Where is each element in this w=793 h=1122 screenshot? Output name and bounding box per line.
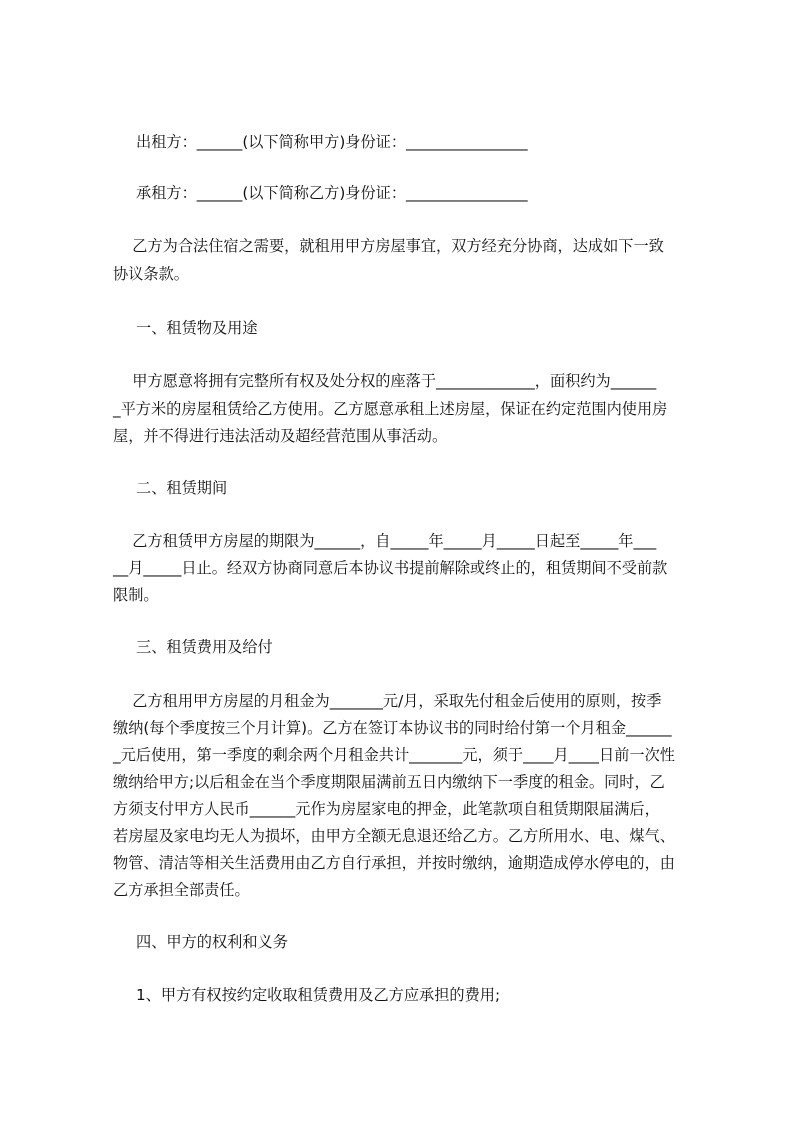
section-3-line-5: 方须支付甲方人民币______元作为房屋家电的押金，此笔款项自租赁期限届满后， — [113, 800, 660, 818]
lessee-line: 承租方：______(以下简称乙方)身份证：________________ — [136, 184, 528, 202]
section-3-line-8: 乙方承担全部责任。 — [113, 881, 250, 899]
section-1-line-2: _平方米的房屋租赁给乙方使用。乙方愿意承租上述房屋，保证在约定范围内使用房 — [113, 400, 668, 418]
intro-line-2: 协议条款。 — [113, 265, 189, 283]
section-2-line-1: 乙方租赁甲方房屋的期限为______，自_____年_____月_____日起至_____年___ — [113, 532, 657, 550]
section-3-title: 三、租赁费用及给付 — [136, 638, 273, 656]
section-3-line-2: 缴纳(每个季度按三个月计算)。乙方在签订本协议书的同时给付第一个月租金______ — [113, 719, 672, 737]
section-4-item-1: 1、甲方有权按约定收取租赁费用及乙方应承担的费用; — [136, 986, 501, 1004]
section-1-line-1: 甲方愿意将拥有完整所有权及处分权的座落于_____________，面积约为______ — [113, 372, 657, 390]
section-3-line-6: 若房屋及家电均无人为损坏，由甲方全额无息退还给乙方。乙方所用水、电、煤气、 — [113, 827, 675, 845]
section-3-line-1: 乙方租用甲方房屋的月租金为_______元/月，采取先付租金后使用的原则，按季 — [113, 692, 662, 710]
section-2-line-3: 限制。 — [113, 586, 159, 604]
section-4-title: 四、甲方的权利和义务 — [136, 933, 288, 951]
section-1-line-3: 屋，并不得进行违法活动及超经营范围从事活动。 — [113, 427, 448, 445]
section-1-title: 一、租赁物及用途 — [136, 319, 258, 337]
section-3-line-3: _元后使用，第一季度的剩余两个月租金共计_______元，须于____月____日前一次性 — [113, 746, 675, 764]
section-3-line-7: 物管、清洁等相关生活费用由乙方自行承担，并按时缴纳，逾期造成停水停电的，由 — [113, 854, 675, 872]
lessor-line: 出租方：______(以下简称甲方)身份证：________________ — [136, 133, 528, 151]
section-2-title: 二、租赁期间 — [136, 479, 228, 497]
section-2-line-2: __月_____日止。经双方协商同意后本协议书提前解除或终止的，租赁期间不受前款 — [113, 559, 668, 577]
section-3-line-4: 缴纳给甲方;以后租金在当个季度期限届满前五日内缴纳下一季度的租金。同时，乙 — [113, 773, 665, 791]
intro-line-1: 乙方为合法住宿之需要，就租用甲方房屋事宜，双方经充分协商，达成如下一致 — [113, 237, 664, 255]
